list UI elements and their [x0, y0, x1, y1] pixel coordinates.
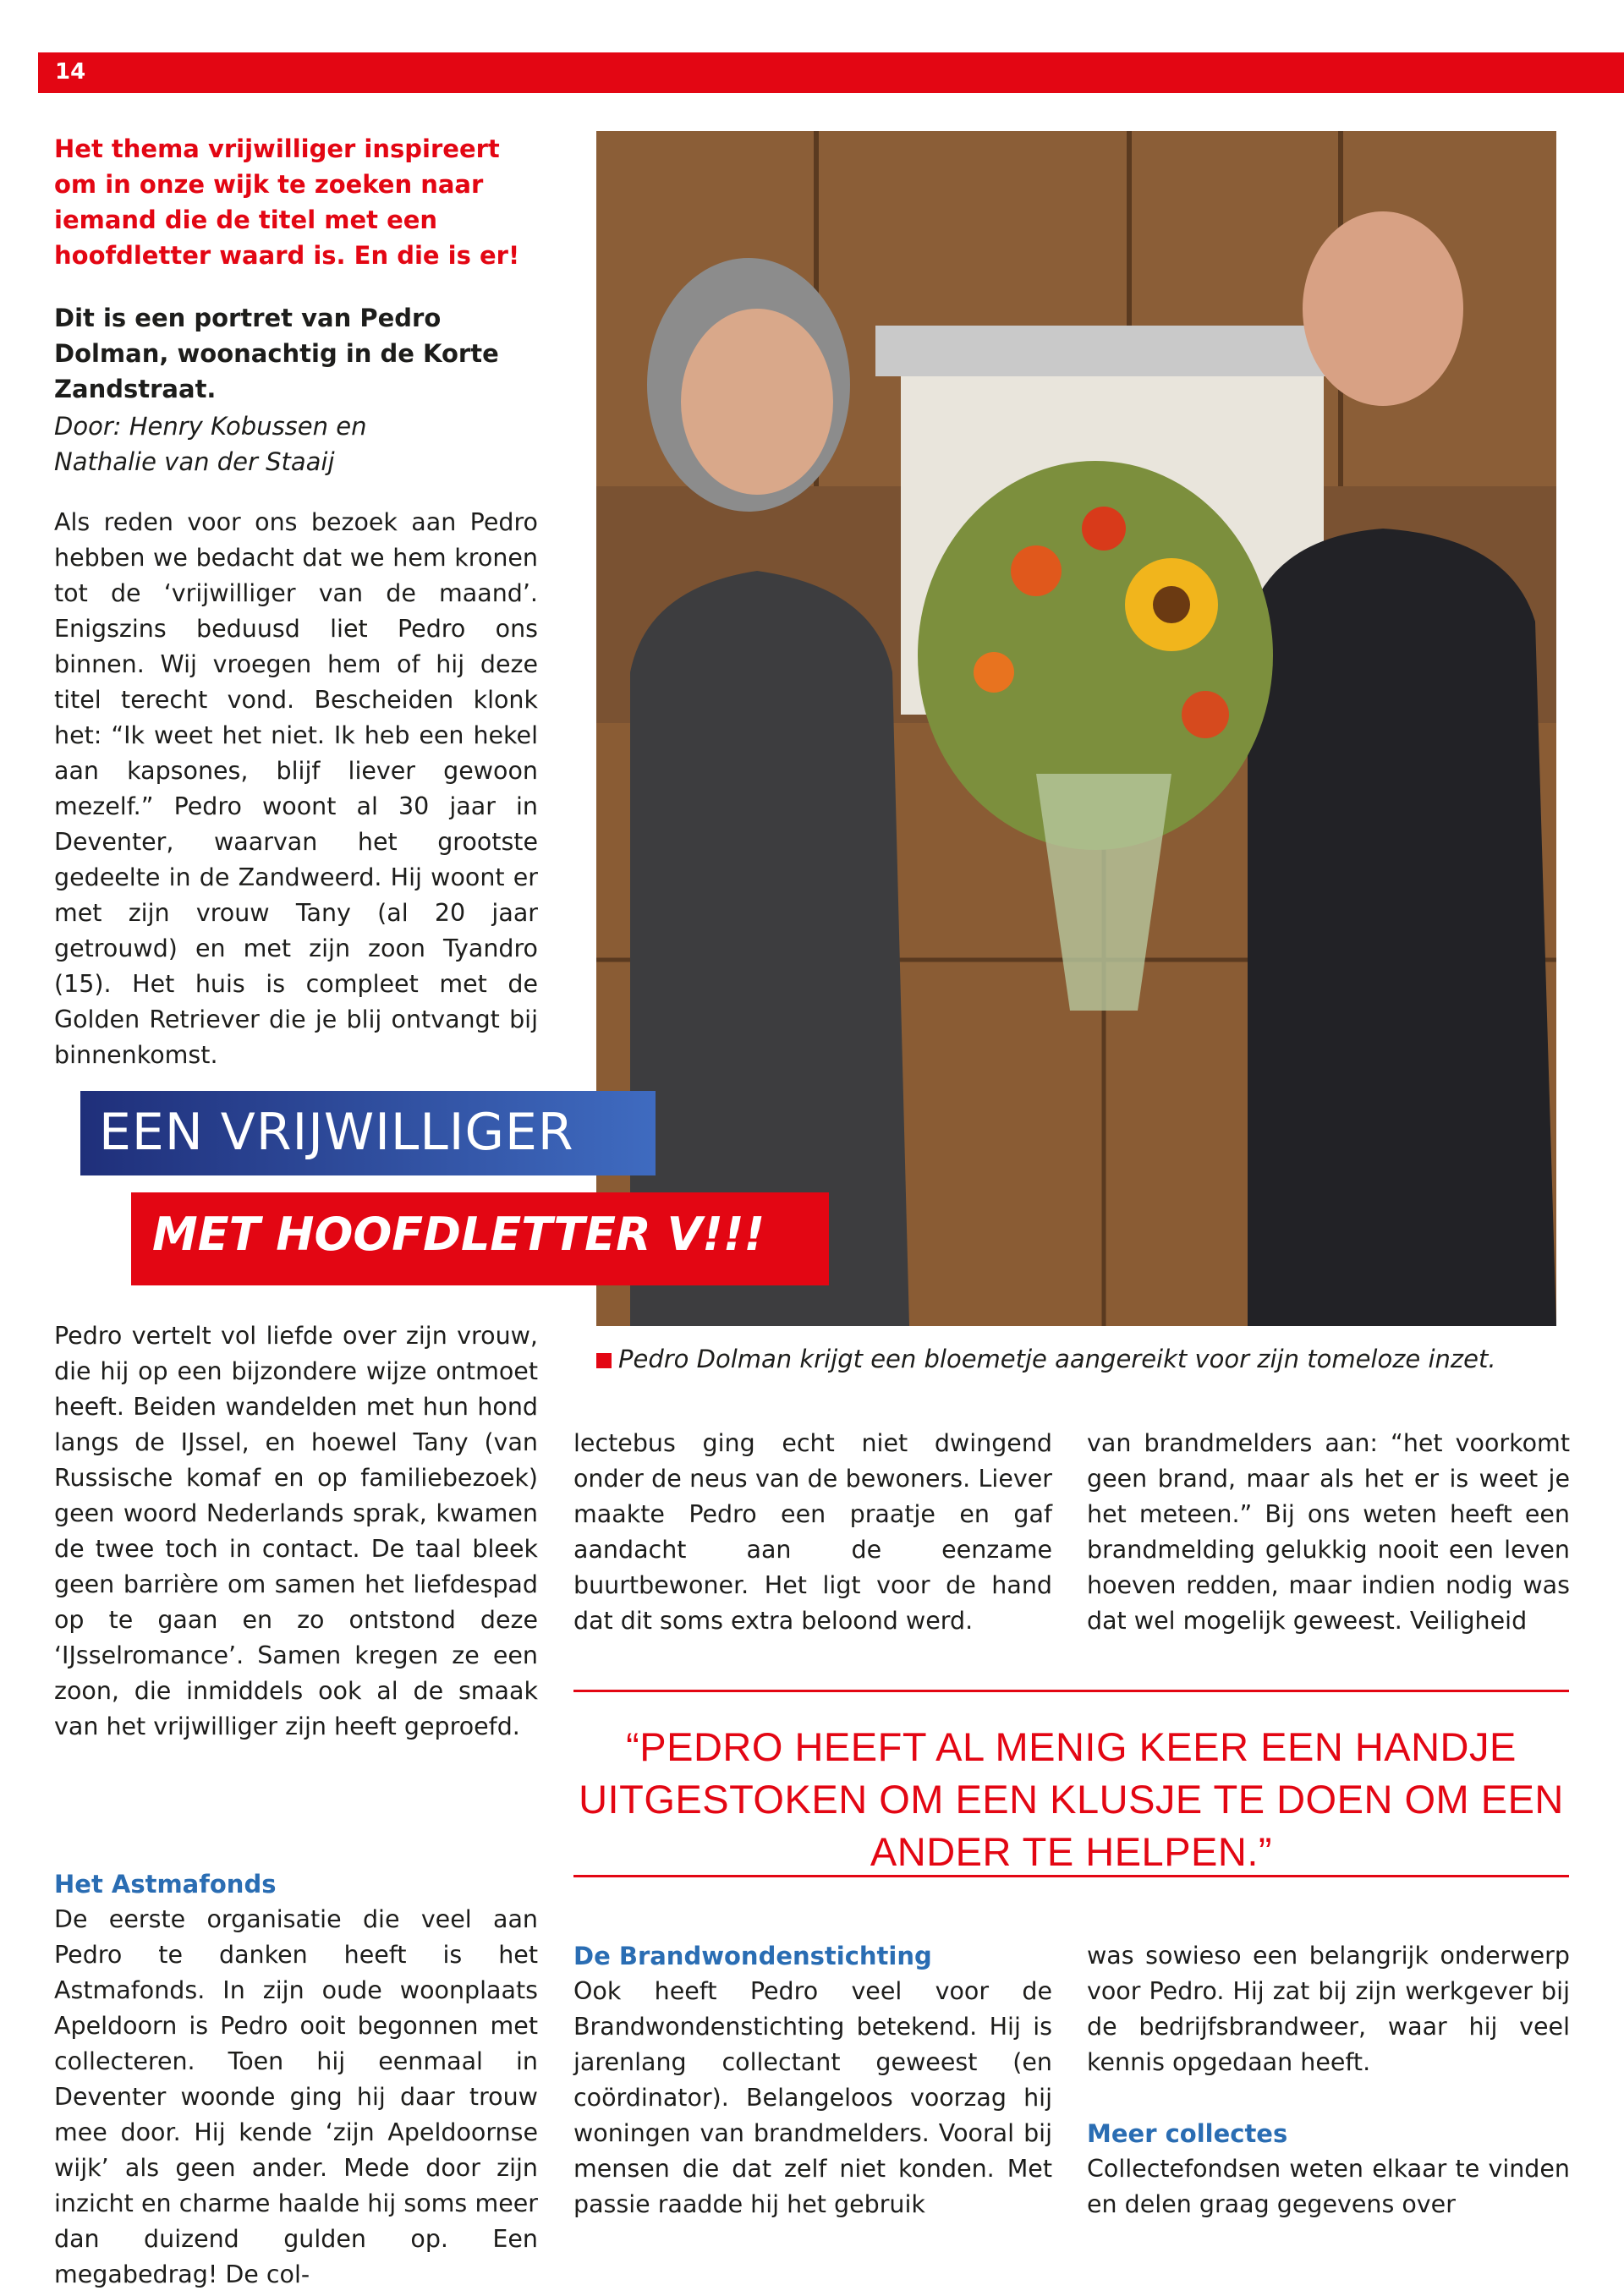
article-paragraph-7: was sowieso een belangrijk onderwerp voor Pedro. Hij zat bij zijn werkgever bij de bedrijfsbrandweer, waar hij veel kennis opgedaan heeft. [1087, 1942, 1570, 2076]
headline-line-1: EEN VRIJWILLIGER [99, 1103, 574, 1162]
article-paragraph-8: Collectefondsen weten elkaar te vinden en delen graag gegevens over [1087, 2155, 1570, 2218]
heading-brandwondenstichting: De Brandwondenstichting [573, 1942, 932, 1970]
article-paragraph-3: De eerste organisatie die veel aan Pedro te danken heeft is het Astmafonds. In zijn oude woonplaats Apeldoorn is Pedro ooit begonnen met collecteren. Toen hij eenmaal in Deventer woonde ging hij daar trouw mee door. Hij kende ‘zijn Apeldoornse wijk’ als geen ander. Mede door zijn inzicht en charme haalde hij soms meer dan duizend gulden op. Een megabedrag! De col- [54, 1905, 538, 2288]
photo-caption [596, 1345, 1569, 1373]
section-astmafonds [54, 1866, 538, 2293]
heading-astmafonds: Het Astmafonds [54, 1870, 277, 1899]
article-paragraph-5: van brandmelders aan: “het voorkomt geen brand, maar als het er is weet je het meteen.” Bij ons weten heeft een brandmelding gelukkig nooit een leven hoeven redden, maar indien nodig was dat wel mogelijk geweest. Veiligheid [1087, 1429, 1570, 1635]
quote-rule-bottom [573, 1875, 1569, 1877]
section-brandwondenstichting [573, 1938, 1052, 2222]
article-paragraph-4: lectebus ging echt niet dwingend onder de neus van de bewoners. Liever maakte Pedro een praatje en gaf aandacht aan de eenzame buurtbewoner. Het ligt voor de hand dat dit soms extra beloond werd. [573, 1429, 1052, 1635]
article-paragraph-2: Pedro vertelt vol liefde over zijn vrouw, die hij op een bijzondere wijze ontmoet heeft. Beiden wandelden met hun hond langs de IJssel, en hoewel Tany (van Russische komaf en op familiebezoek) geen woord Nederlands sprak, kwamen de twee toch in contact. De taal bleek geen barrière om samen het liefdespad op te gaan en zo ontstond deze ‘IJsselromance’. Samen kregen ze een zoon, die inmiddels ook al de smaak van het vrijwilliger zijn heeft geproefd. [54, 1322, 538, 1740]
lead-text: Dit is een portret van Pedro Dolman, woonachtig in de Korte Zandstraat. [54, 304, 499, 403]
top-bar [38, 52, 1624, 93]
headline-banner-1 [80, 1091, 656, 1175]
article-paragraph-6: Ook heeft Pedro veel voor de Brandwondenstichting betekend. Hij is jarenlang collectant geweest (en coördinator). Belangeloos voorzag hij woningen van brandmelders. Vooral bij mensen die dat zelf niet konden. Met passie raadde hij het gebruik [573, 1977, 1052, 2218]
article-paragraph-1: Als reden voor ons bezoek aan Pedro hebben we bedacht dat we hem kronen tot de ‘vrijwilliger van de maand’. Enigszins beduusd liet Pedro ons binnen. Wij vroegen hem of hij deze titel terecht vond. Bescheiden klonk het: “Ik weet het niet. Ik heb een hekel aan kapsones, blijf liever gewoon mezelf.” Pedro woont al 30 jaar in Deventer, waarvan het grootste gedeelte in de Zandweerd. Hij woont er met zijn vrouw Tany (al 20 jaar getrouwd) en met zijn zoon Tyandro (15). Het huis is compleet met de Golden Retriever die je blij ontvangt bij binnenkomst. [54, 508, 538, 1069]
heading-meer-collectes: Meer collectes [1087, 2119, 1288, 2148]
headline-banner-2 [131, 1192, 829, 1285]
caption-square-icon [596, 1353, 612, 1368]
photo-illustration [596, 131, 1556, 1326]
quote-rule-top [573, 1690, 1569, 1692]
page-number: 14 [55, 59, 86, 85]
pull-quote: “PEDRO HEEFT AL MENIG KEER EEN HANDJE UITGESTOKEN OM EEN KLUSJE TE DOEN OM EEN ANDER TE HELPEN.” [579, 1724, 1564, 1874]
article-photo [596, 131, 1556, 1326]
byline [54, 408, 562, 479]
caption-text: Pedro Dolman krijgt een bloemetje aangereikt voor zijn tomeloze inzet. [618, 1345, 1496, 1373]
byline-line-1: Door: Henry Kobussen en [54, 412, 367, 441]
intro-text: Het thema vrijwilliger inspireert om in onze wijk te zoeken naar iemand die de titel met een hoofdletter waard is. En die is er! [54, 134, 520, 270]
headline-line-2: MET HOOFDLETTER V!!! [152, 1208, 765, 1261]
section-meer-collectes [1087, 1938, 1570, 2222]
byline-line-2: Nathalie van der Staaij [54, 447, 335, 476]
